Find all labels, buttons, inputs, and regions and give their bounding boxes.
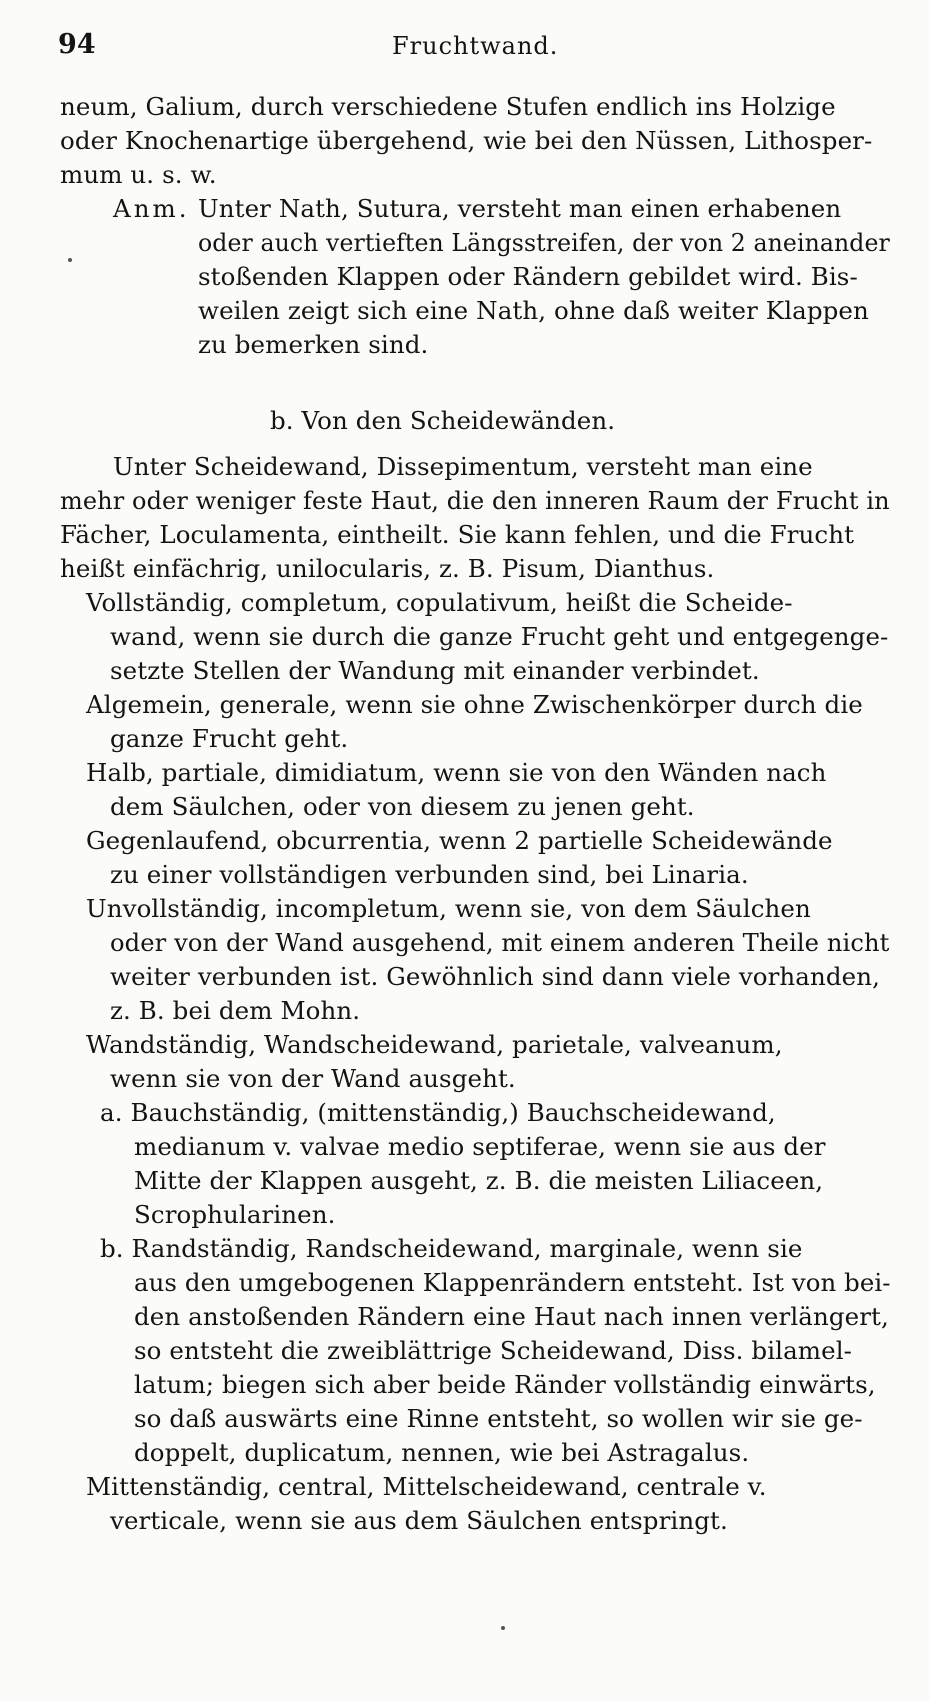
body-line: zu einer vollständigen verbunden sind, bei Linaria.	[110, 860, 749, 889]
body-line: wand, wenn sie durch die ganze Frucht geht und entgegenge-	[110, 622, 889, 651]
note-line: stoßenden Klappen oder Rändern gebildet wird. Bis-	[198, 262, 858, 291]
body-line: Algemein, generale, wenn sie ohne Zwischenkörper durch die	[86, 690, 863, 719]
text-line: neum, Galium, durch verschiedene Stufen endlich ins Holzige	[60, 92, 836, 121]
body-line: Fächer, Loculamenta, eintheilt. Sie kann fehlen, und die Frucht	[60, 520, 855, 549]
body-line: verticale, wenn sie aus dem Säulchen entspringt.	[110, 1506, 728, 1535]
body-line: z. B. bei dem Mohn.	[110, 996, 361, 1025]
note-line: oder auch vertieften Längsstreifen, der von 2 aneinander	[198, 228, 890, 257]
body-line: Mittenständig, central, Mittelscheidewand, centrale v.	[86, 1472, 767, 1501]
body-line: wenn sie von der Wand ausgeht.	[110, 1064, 516, 1093]
body-line: Scrophularinen.	[134, 1200, 336, 1229]
body-line: medianum v. valvae medio septiferae, wenn sie aus der	[134, 1132, 826, 1161]
body-line: heißt einfächrig, unilocularis, z. B. Pisum, Dianthus.	[60, 554, 715, 583]
body-line: dem Säulchen, oder von diesem zu jenen geht.	[110, 792, 695, 821]
body-line: aus den umgebogenen Klappenrändern entsteht. Ist von bei-	[134, 1268, 891, 1297]
body-line: Unter Scheidewand, Dissepimentum, versteht man eine	[113, 452, 813, 481]
running-title: Fruchtwand.	[392, 32, 559, 60]
print-speck	[68, 258, 72, 262]
body-line: mehr oder weniger feste Haut, die den inneren Raum der Frucht in	[60, 486, 890, 515]
note-line: weilen zeigt sich eine Nath, ohne daß weiter Klappen	[198, 296, 869, 325]
body-line: den anstoßenden Rändern eine Haut nach innen verlängert,	[134, 1302, 889, 1331]
body-line: ganze Frucht geht.	[110, 724, 349, 753]
body-line: a. Bauchständig, (mittenständig,) Bauchscheidewand,	[100, 1098, 776, 1127]
body-line: Gegenlaufend, obcurrentia, wenn 2 partielle Scheidewände	[86, 826, 833, 855]
body-line: weiter verbunden ist. Gewöhnlich sind dann viele vorhanden,	[110, 962, 881, 991]
body-line: Vollständig, completum, copulativum, heißt die Scheide-	[86, 588, 793, 617]
note-line: Unter Nath, Sutura, versteht man einen erhabenen	[198, 194, 842, 223]
note-line: zu bemerken sind.	[198, 330, 429, 359]
body-line: so daß auswärts eine Rinne entsteht, so wollen wir sie ge-	[134, 1404, 863, 1433]
body-line: Mitte der Klappen ausgeht, z. B. die meisten Liliaceen,	[134, 1166, 824, 1195]
body-line: latum; biegen sich aber beide Ränder vollständig einwärts,	[134, 1370, 876, 1399]
body-line: oder von der Wand ausgehend, mit einem anderen Theile nicht	[110, 928, 890, 957]
body-line: setzte Stellen der Wandung mit einander verbindet.	[110, 656, 760, 685]
text-line: mum u. s. w.	[60, 160, 217, 189]
page-number: 94	[58, 29, 96, 60]
print-speck	[501, 1626, 505, 1630]
section-heading: b. Von den Scheidewänden.	[270, 406, 616, 435]
body-line: Wandständig, Wandscheidewand, parietale, valveanum,	[86, 1030, 783, 1059]
body-line: so entsteht die zweiblättrige Scheidewand, Diss. bilamel-	[134, 1336, 853, 1365]
body-line: doppelt, duplicatum, nennen, wie bei Astragalus.	[134, 1438, 750, 1467]
text-line: oder Knochenartige übergehend, wie bei den Nüssen, Lithosper-	[60, 126, 873, 155]
note-label: Anm.	[113, 194, 190, 223]
body-line: Halb, partiale, dimidiatum, wenn sie von den Wänden nach	[86, 758, 827, 787]
body-line: b. Randständig, Randscheidewand, marginale, wenn sie	[100, 1234, 803, 1263]
body-line: Unvollständig, incompletum, wenn sie, von dem Säulchen	[86, 894, 811, 923]
